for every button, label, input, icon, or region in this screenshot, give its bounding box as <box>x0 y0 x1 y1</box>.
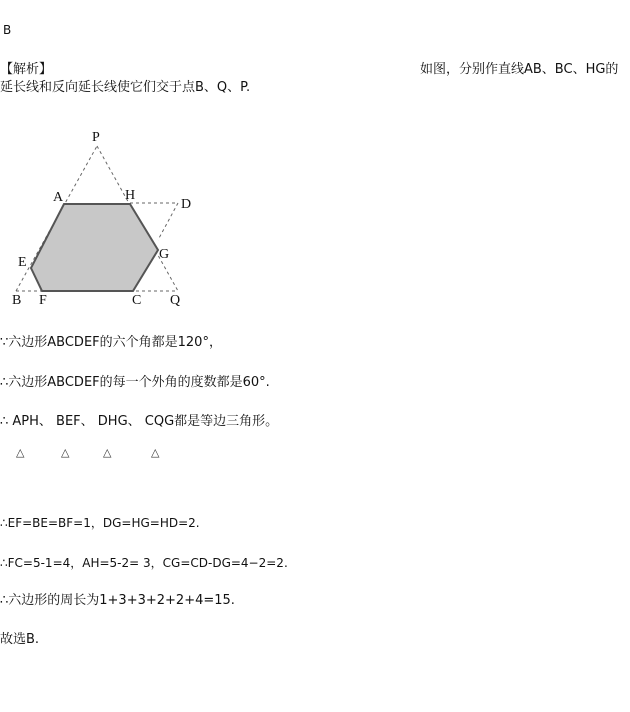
label-f: F <box>39 293 47 306</box>
label-g: G <box>159 247 170 262</box>
hexagon-figure <box>6 126 196 306</box>
label-d: D <box>181 197 192 212</box>
line-d-g <box>158 203 178 240</box>
triangle-symbol-bef: △ <box>61 446 70 459</box>
intro-text-right: 如图，分别作直线AB、BC、HG的 <box>420 62 619 77</box>
step-line-4: ∴EF=BE=BF=1，DG=HG=HD=2. <box>0 516 200 530</box>
hexagon-abcdef <box>31 204 158 291</box>
conclusion-line: 故选B. <box>0 632 40 647</box>
step-line-3: ∴ APH、 BEF、 DHG、 CQG都是等边三角形。 <box>0 414 279 429</box>
step-line-6: ∴六边形的周长为1+3+3+2+2+4=15. <box>0 593 235 608</box>
label-a: A <box>53 190 64 205</box>
step-line-1: ∵六边形ABCDEF的六个角都是120°， <box>0 335 222 350</box>
label-q: Q <box>170 293 181 306</box>
step-line-5: ∴FC=5-1=4，AH=5-2= 3，CG=CD-DG=4−2=2. <box>0 556 288 570</box>
triangle-symbol-cqg: △ <box>151 446 160 459</box>
label-p: P <box>92 130 100 145</box>
label-c: C <box>132 293 142 306</box>
triangle-symbol-aph: △ <box>16 446 25 459</box>
label-b: B <box>12 293 22 306</box>
step-line-2: ∴六边形ABCDEF的每一个外角的度数都是60°. <box>0 375 270 390</box>
label-e: E <box>18 255 27 270</box>
answer-text: B <box>3 23 12 37</box>
label-h: H <box>125 188 136 203</box>
triangle-symbol-dhg: △ <box>103 446 112 459</box>
intro-text-line2: 延长线和反向延长线使它们交于点B、Q、P. <box>0 80 251 95</box>
analysis-label: 【解析】 <box>0 62 53 77</box>
